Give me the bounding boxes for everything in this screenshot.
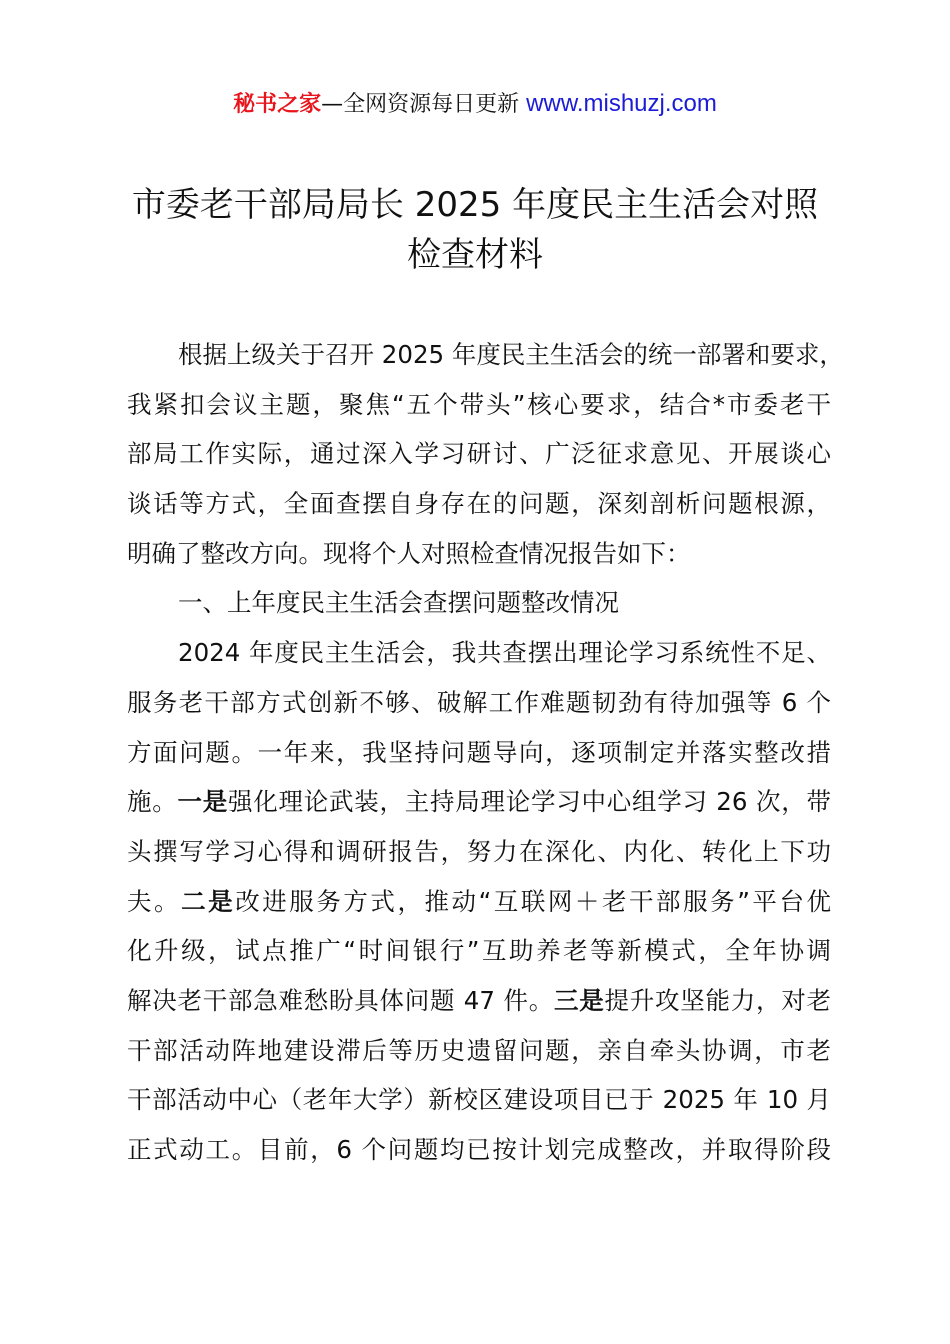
site-url-link[interactable]: www.mishuzj.com: [526, 90, 717, 117]
bold-lead-text: 三是: [554, 985, 605, 1015]
text-segment: 正式动工。目前，6 个问题均已按计划完成整改，并取得阶段: [127, 1135, 831, 1164]
text-segment: 化升级，试点推广“时间银行”互助养老等新模式，全年协调: [127, 936, 831, 966]
title-line-2: 检查材料: [407, 235, 543, 275]
text-line: [127, 628, 831, 678]
text-line: [127, 1075, 831, 1125]
text-line: [127, 479, 831, 529]
text-line: [127, 380, 831, 430]
text-line: [127, 330, 844, 380]
bold-lead-text: 一是: [177, 787, 228, 817]
text-line: [127, 728, 831, 778]
title-line-1: 市委老干部局局长 2025 年度民主生活会对照: [131, 185, 819, 225]
text-segment: 夫。: [127, 886, 182, 916]
text-segment: 我紧扣会议主题，聚焦“五个带头”核心要求，结合*市委老干: [127, 389, 831, 419]
document-body: [127, 330, 844, 1175]
brand-name: 秘书之家: [233, 92, 322, 117]
text-segment: 干部活动中心（老年大学）新校区建设项目已于 2025 年 10 月: [127, 1085, 831, 1115]
text-line: [127, 827, 831, 877]
text-segment: 方面问题。一年来，我坚持问题导向，逐项制定并落实整改措: [127, 737, 831, 767]
text-line: [127, 1026, 831, 1076]
text-segment: 根据上级关于召开 2025 年度民主生活会的统一部署和要求，: [178, 340, 844, 369]
text-line: [127, 877, 831, 927]
text-line: [127, 578, 831, 628]
text-segment: 强化理论武装，主持局理论学习中心组学习 26 次，带: [228, 787, 831, 817]
document-title: [0, 180, 950, 280]
text-segment: 头撰写学习心得和调研报告，努力在深化、内化、转化上下功: [127, 836, 831, 866]
text-line: [127, 529, 831, 579]
text-line: [127, 777, 831, 827]
text-segment: 改进服务方式，推动“互联网＋老干部服务”平台优: [235, 886, 832, 916]
bold-lead-text: 二是: [181, 886, 236, 916]
text-segment: 部局工作实际，通过深入学习研讨、广泛征求意见、开展谈心: [127, 439, 831, 469]
text-segment: 服务老干部方式创新不够、破解工作难题韧劲有待加强等 6 个: [127, 687, 831, 717]
text-segment: 一、上年度民主生活会查摆问题整改情况: [178, 588, 619, 618]
text-segment: 明确了整改方向。现将个人对照检查情况报告如下：: [127, 538, 691, 568]
text-line: [127, 1125, 831, 1175]
text-segment: 2024 年度民主生活会，我共查摆出理论学习系统性不足、: [178, 638, 831, 668]
text-line: [127, 976, 831, 1026]
banner-tagline: —全网资源每日更新: [321, 92, 527, 117]
text-segment: 谈话等方式，全面查摆自身存在的问题，深刻剖析问题根源，: [127, 489, 831, 519]
text-segment: 提升攻坚能力，对老: [604, 985, 831, 1015]
text-segment: 施。: [127, 787, 178, 817]
text-segment: 解决老干部急难愁盼具体问题 47 件。: [127, 985, 554, 1015]
text-line: [127, 678, 831, 728]
text-line: [127, 429, 831, 479]
site-banner: [0, 88, 950, 121]
text-line: [127, 926, 831, 976]
text-segment: 干部活动阵地建设滞后等历史遗留问题，亲自牵头协调，市老: [127, 1035, 831, 1065]
